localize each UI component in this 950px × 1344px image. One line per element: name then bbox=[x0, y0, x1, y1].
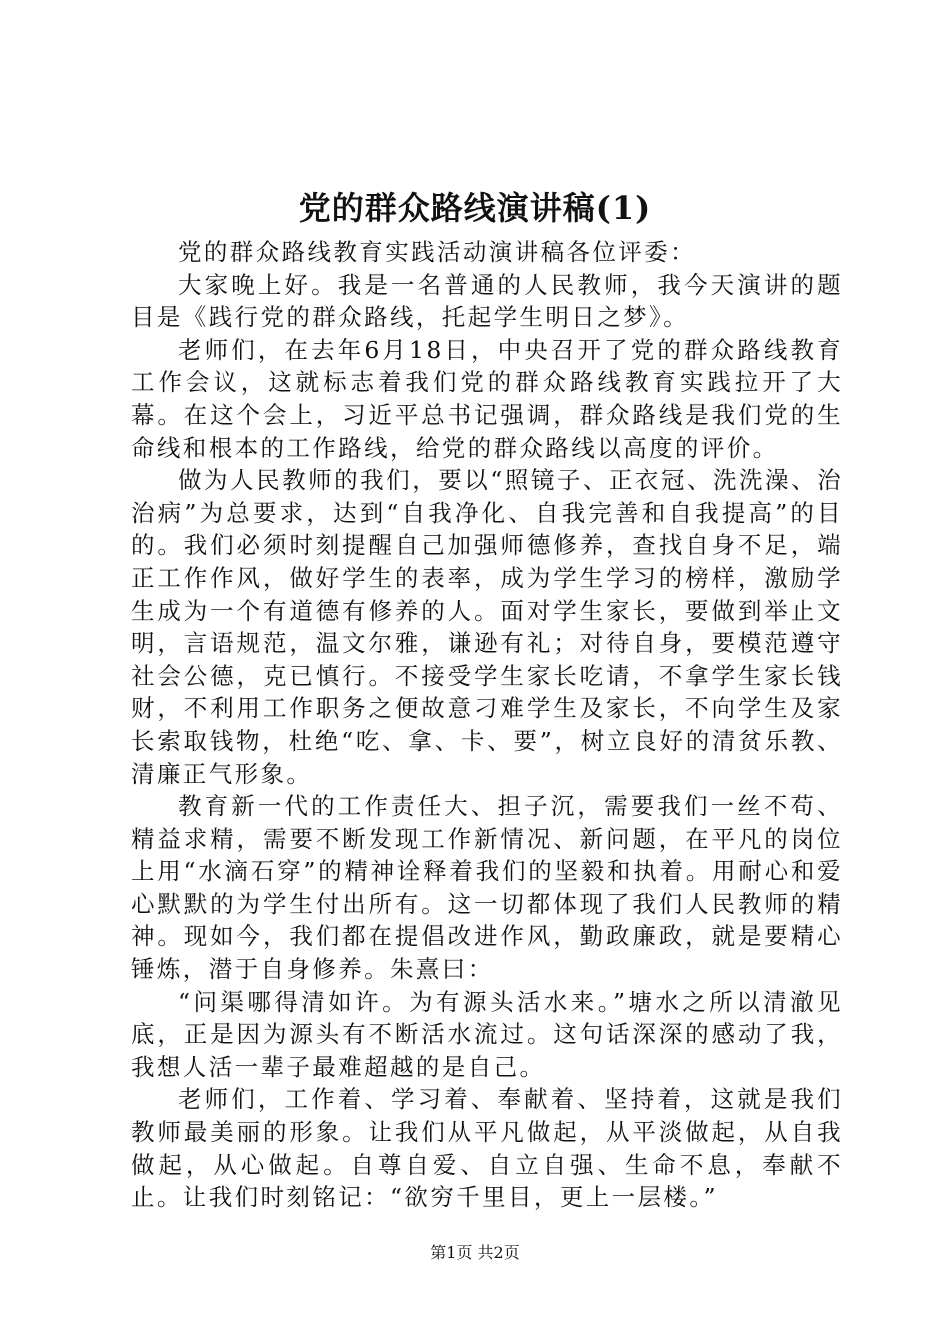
paragraph-conclusion: 老师们，工作着、学习着、奉献着、坚持着，这就是我们教师最美丽的形象。让我们从平凡做起，从平淡做起，从自我做起，从心做起。自尊自爱、自立自强、生命不息，奉献不止。让我们时刻铭记：“欲穷千里目，更上一层楼。” bbox=[131, 1085, 843, 1212]
paragraph-responsibility: 教育新一代的工作责任大、担子沉，需要我们一丝不苟、精益求精，需要不断发现工作新情况、新问题，在平凡的岗位上用“水滴石穿”的精神诠释着我们的坚毅和执着。用耐心和爱心默默的为学生付出所有。这一切都体现了我们人民教师的精神。现如今，我们都在提倡改进作风，勤政廉政，就是要精心锤炼，潜于自身修养。朱熹曰： bbox=[131, 792, 843, 984]
page-title: 党的群众路线演讲稿(1) bbox=[298, 189, 652, 227]
page-number-footer: 第1页 共2页 bbox=[430, 1243, 520, 1262]
paragraph-intro: 大家晚上好。我是一名普通的人民教师，我今天演讲的题目是《践行党的群众路线，托起学生明日之梦》。 bbox=[131, 270, 843, 332]
paragraph-quote: “问渠哪得清如许。为有源头活水来。”塘水之所以清澈见底，正是因为源头有不断活水流过。这句话深深的感动了我，我想人活一辈子最难超越的是自己。 bbox=[131, 987, 843, 1081]
document-body bbox=[131, 236, 843, 1214]
paragraph-meeting: 老师们，在去年6月18日，中央召开了党的群众路线教育工作会议，这就标志着我们党的群众路线教育实践拉开了大幕。在这个会上，习近平总书记强调，群众路线是我们党的生命线和根本的工作路线，给党的群众路线以高度的评价。 bbox=[131, 335, 843, 462]
paragraph-greeting: 党的群众路线教育实践活动演讲稿各位评委： bbox=[178, 238, 696, 266]
paragraph-requirements: 做为人民教师的我们，要以“照镜子、正衣冠、洗洗澡、治治病”为总要求，达到“自我净化、自我完善和自我提高”的目的。我们必须时刻提醒自己加强师德修养，查找自身不足，端正工作作风，做好学生的表率，成为学生学习的榜样，激励学生成为一个有道德有修养的人。面对学生家长，要做到举止文明，言语规范，温文尔雅，谦逊有礼；对待自身，要模范遵守社会公德，克已慎行。不接受学生家长吃请，不拿学生家长钱财，不利用工作职务之便故意刁难学生及家长，不向学生及家长索取钱物，杜绝“吃、拿、卡、要”，树立良好的清贫乐教、清廉正气形象。 bbox=[131, 466, 843, 788]
